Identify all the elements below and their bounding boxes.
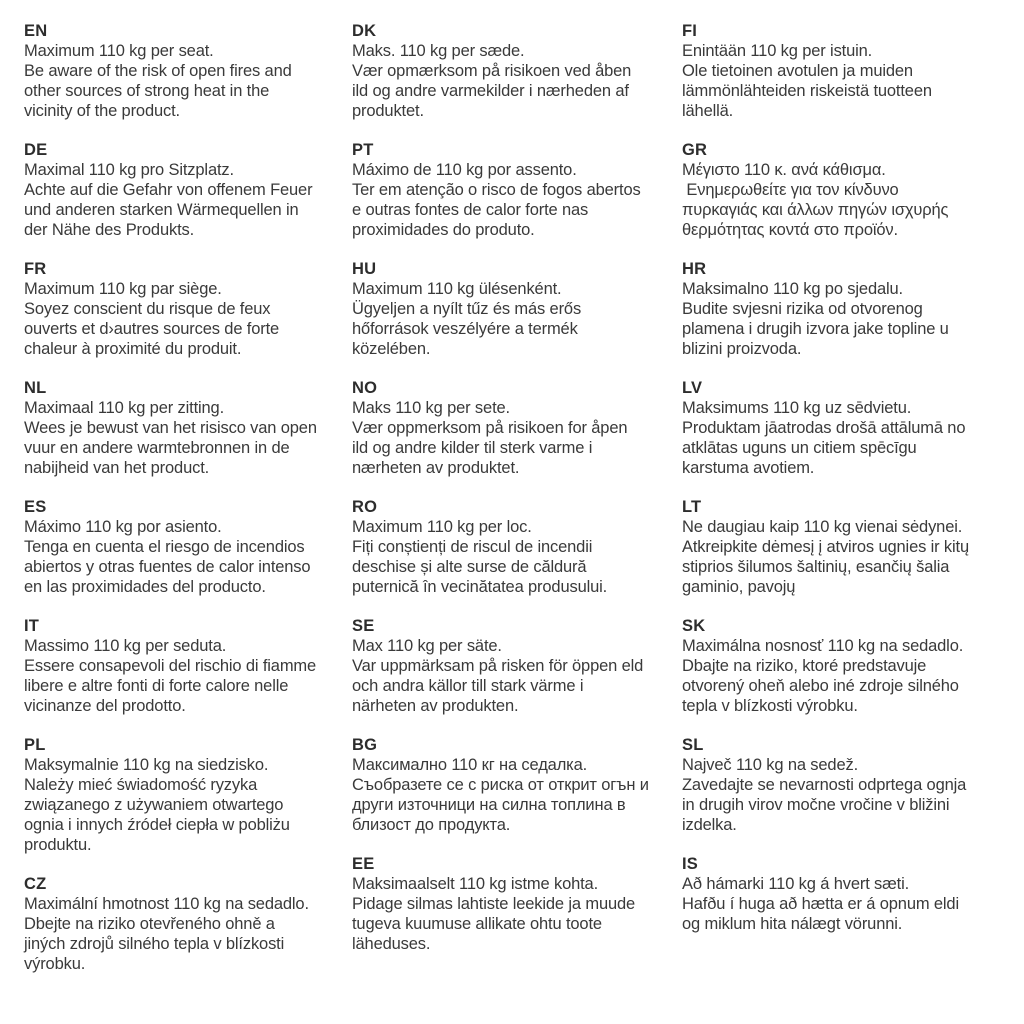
instruction-line: Ter em atenção o risco de fogos abertos [352, 181, 641, 199]
instruction-line: Budite svjesni rizika od otvorenog [682, 300, 923, 318]
instruction-line: Soyez conscient du risque de feux [24, 300, 271, 318]
instruction-line: atklātas uguns un citiem spēcīgu [682, 439, 917, 457]
language-code-label: EN [24, 22, 48, 40]
instruction-line: Fiți conștienți de riscul de incendii [352, 538, 593, 556]
language-block-pt [352, 140, 682, 240]
instruction-line: e outras fontes de calor forte nas [352, 201, 589, 219]
instruction-line: der Nähe des Produkts. [24, 221, 195, 239]
language-code-label: PT [352, 141, 374, 159]
language-block-no [352, 378, 682, 478]
instruction-line: Be aware of the risk of open fires and [24, 62, 292, 80]
instruction-line: Máximo 110 kg por asiento. [24, 518, 222, 536]
instruction-line: tepla v blízkosti výrobku. [682, 697, 858, 715]
language-block-cz [24, 874, 352, 974]
instruction-line: близост до продукта. [352, 816, 511, 834]
language-code-label: SK [682, 617, 706, 635]
language-block-fr [24, 259, 352, 359]
instruction-line: produktu. [24, 836, 92, 854]
instruction-line: Essere consapevoli del rischio di fiamme [24, 657, 317, 675]
instruction-line: Maximum 110 kg par siège. [24, 280, 222, 298]
instruction-line: θερμότητας κοντά στο προϊόν. [682, 221, 898, 239]
language-block-nl [24, 378, 352, 478]
instruction-line: ild og andre varmekilder i nærheden af [352, 82, 629, 100]
language-block-ee [352, 854, 682, 954]
language-code-label: GR [682, 141, 708, 159]
instruction-line: közelében. [352, 340, 431, 358]
column-1 [24, 21, 352, 993]
instruction-line: Maksimums 110 kg uz sēdvietu. [682, 399, 912, 417]
instruction-line: lähellä. [682, 102, 734, 120]
language-block-fi [682, 21, 1000, 121]
language-code-label: DK [352, 22, 377, 40]
instruction-line: libere e altre fonti di forte calore nelle [24, 677, 289, 695]
language-code-label: DE [24, 141, 48, 159]
language-code-label: HR [682, 260, 707, 278]
instruction-line: Dbajte na riziko, ktoré predstavuje [682, 657, 927, 675]
language-code-label: BG [352, 736, 378, 754]
instruction-line: Ne daugiau kaip 110 kg vienai sėdynei. [682, 518, 963, 536]
instruction-line: Máximo de 110 kg por assento. [352, 161, 577, 179]
instruction-line: Tenga en cuenta el riesgo de incendios [24, 538, 305, 556]
instruction-line: Vær opmærksom på risikoen ved åben [352, 62, 632, 80]
instruction-line: other sources of strong heat in the [24, 82, 270, 100]
instruction-line: og miklum hita nálægt vörunni. [682, 915, 903, 933]
language-block-es [24, 497, 352, 597]
language-block-lt [682, 497, 1000, 597]
instruction-line: produktet. [352, 102, 424, 120]
instruction-line: Maximální hmotnost 110 kg na sedadlo. [24, 895, 309, 913]
language-block-sl [682, 735, 1000, 835]
instruction-line: närheten av produkten. [352, 697, 519, 715]
instruction-line: Að hámarki 110 kg á hvert sæti. [682, 875, 910, 893]
instruction-line: Hafðu í huga að hætta er á opnum eldi [682, 895, 959, 913]
language-code-label: NL [24, 379, 47, 397]
instruction-line: deschise și alte surse de căldură [352, 558, 587, 576]
language-block-ro [352, 497, 682, 597]
instruction-line: Var uppmärksam på risken för öppen eld [352, 657, 644, 675]
instruction-line: Μέγιστο 110 κ. ανά κάθισμα. [682, 161, 886, 179]
language-block-dk [352, 21, 682, 121]
language-block-en [24, 21, 352, 121]
instruction-line: związanego z używaniem otwartego [24, 796, 284, 814]
instruction-line: stiprios šilumos šaltinių, esančių šalia [682, 558, 950, 576]
instruction-line: nærheten av produktet. [352, 459, 520, 477]
language-code-label: EE [352, 855, 375, 873]
language-block-it [24, 616, 352, 716]
instruction-line: Wees je bewust van het risisco van open [24, 419, 317, 437]
instruction-line: izdelka. [682, 816, 737, 834]
instruction-line: Maks 110 kg per sete. [352, 399, 510, 417]
column-2 [352, 21, 682, 973]
instruction-line: Vær oppmerksom på risikoen for åpen [352, 419, 628, 437]
instruction-line: Atkreipkite dėmesį į atviros ugnies ir kitų [682, 538, 969, 556]
instruction-line: Maximaal 110 kg per zitting. [24, 399, 225, 417]
language-code-label: IT [24, 617, 40, 635]
language-block-bg [352, 735, 682, 835]
instruction-line: ild og andre kilder til sterk varme i [352, 439, 593, 457]
instruction-line: och andra källor till stark värme i [352, 677, 584, 695]
language-block-hr [682, 259, 1000, 359]
instruction-line: Massimo 110 kg per seduta. [24, 637, 227, 655]
language-code-label: IS [682, 855, 698, 873]
instruction-line: Maximálna nosnosť 110 kg na sedadlo. [682, 637, 964, 655]
language-block-is [682, 854, 1000, 934]
instruction-line: Enintään 110 kg per istuin. [682, 42, 873, 60]
instruction-line: blizini proizvoda. [682, 340, 802, 358]
language-block-de [24, 140, 352, 240]
instruction-line: Należy mieć świadomość ryzyka [24, 776, 258, 794]
language-code-label: NO [352, 379, 378, 397]
instruction-line: vicinity of the product. [24, 102, 180, 120]
instruction-line: läheduses. [352, 935, 431, 953]
instruction-line: Maximum 110 kg per loc. [352, 518, 532, 536]
instruction-line: chaleur à proximité du produit. [24, 340, 242, 358]
instruction-line: lämmönlähteiden riskeistä tuotteen [682, 82, 932, 100]
instruction-line: ognia i innych źródeł ciepła w pobliżu [24, 816, 290, 834]
language-block-pl [24, 735, 352, 855]
instruction-line: Ενημερωθείτε για τον κίνδυνο [682, 181, 899, 199]
language-code-label: RO [352, 498, 378, 516]
instruction-line: karstuma avotiem. [682, 459, 815, 477]
language-code-label: LV [682, 379, 703, 397]
instruction-line: други източници на силна топлина в [352, 796, 626, 814]
instruction-line: und anderen starken Wärmequellen in [24, 201, 299, 219]
language-code-label: HU [352, 260, 377, 278]
column-3 [682, 21, 1000, 953]
instruction-line: Produktam jāatrodas drošā attālumā no [682, 419, 966, 437]
instruction-line: Maksimaalselt 110 kg istme kohta. [352, 875, 599, 893]
instruction-line: nabijheid van het product. [24, 459, 210, 477]
instruction-line: abiertos y otras fuentes de calor intenso [24, 558, 311, 576]
language-block-lv [682, 378, 1000, 478]
instruction-line: Maximum 110 kg per seat. [24, 42, 214, 60]
language-block-se [352, 616, 682, 716]
instruction-line: Maks. 110 kg per sæde. [352, 42, 525, 60]
instruction-line: Максимално 110 кг на седалка. [352, 756, 588, 774]
instruction-line: proximidades do produto. [352, 221, 535, 239]
instruction-line: Max 110 kg per säte. [352, 637, 502, 655]
language-code-label: SE [352, 617, 375, 635]
instruction-line: en las proximidades del producto. [24, 578, 266, 596]
language-code-label: FI [682, 22, 698, 40]
instruction-line: Največ 110 kg na sedež. [682, 756, 859, 774]
language-block-sk [682, 616, 1000, 716]
instruction-line: tugeva kuumuse allikate ohtu toote [352, 915, 602, 933]
language-code-label: SL [682, 736, 704, 754]
instruction-line: Achte auf die Gefahr von offenem Feuer [24, 181, 313, 199]
instruction-line: jiných zdrojů silného tepla v blízkosti [24, 935, 285, 953]
language-code-label: LT [682, 498, 702, 516]
instruction-line: Pidage silmas lahtiste leekide ja muude [352, 895, 636, 913]
instruction-line: Maksimalno 110 kg po sjedalu. [682, 280, 903, 298]
language-block-gr [682, 140, 1000, 240]
instruction-line: plamena i drugih izvora jake topline u [682, 320, 949, 338]
instruction-line: πυρκαγιάς και άλλων πηγών ισχυρής [682, 201, 949, 219]
instruction-line: Ole tietoinen avotulen ja muiden [682, 62, 913, 80]
instruction-line: otvorený oheň alebo iné zdroje silného [682, 677, 959, 695]
instruction-line: hőforrások veszélyére a termék [352, 320, 578, 338]
instruction-line: Maksymalnie 110 kg na siedzisko. [24, 756, 269, 774]
instruction-line: in drugih virov močne vročine v bližini [682, 796, 950, 814]
instruction-line: výrobku. [24, 955, 86, 973]
language-block-hu [352, 259, 682, 359]
instruction-line: Maximum 110 kg ülésenként. [352, 280, 562, 298]
instruction-line: vicinanze del prodotto. [24, 697, 186, 715]
language-code-label: ES [24, 498, 47, 516]
instruction-line: Zavedajte se nevarnosti odprtega ognja [682, 776, 967, 794]
instruction-line: gaminio, pavojų [682, 578, 796, 596]
instruction-line: Съобразете се с риска от открит огън и [352, 776, 649, 794]
instruction-line: ouverts et d›autres sources de forte [24, 320, 280, 338]
instruction-line: Maximal 110 kg pro Sitzplatz. [24, 161, 234, 179]
language-code-label: PL [24, 736, 46, 754]
instruction-line: vuur en andere warmtebronnen in de [24, 439, 290, 457]
instruction-line: puternică în vecinătatea produsului. [352, 578, 608, 596]
instruction-line: Ügyeljen a nyílt tűz és más erős [352, 300, 582, 318]
language-code-label: FR [24, 260, 47, 278]
language-code-label: CZ [24, 875, 47, 893]
instruction-line: Dbejte na riziko otevřeného ohně a [24, 915, 275, 933]
